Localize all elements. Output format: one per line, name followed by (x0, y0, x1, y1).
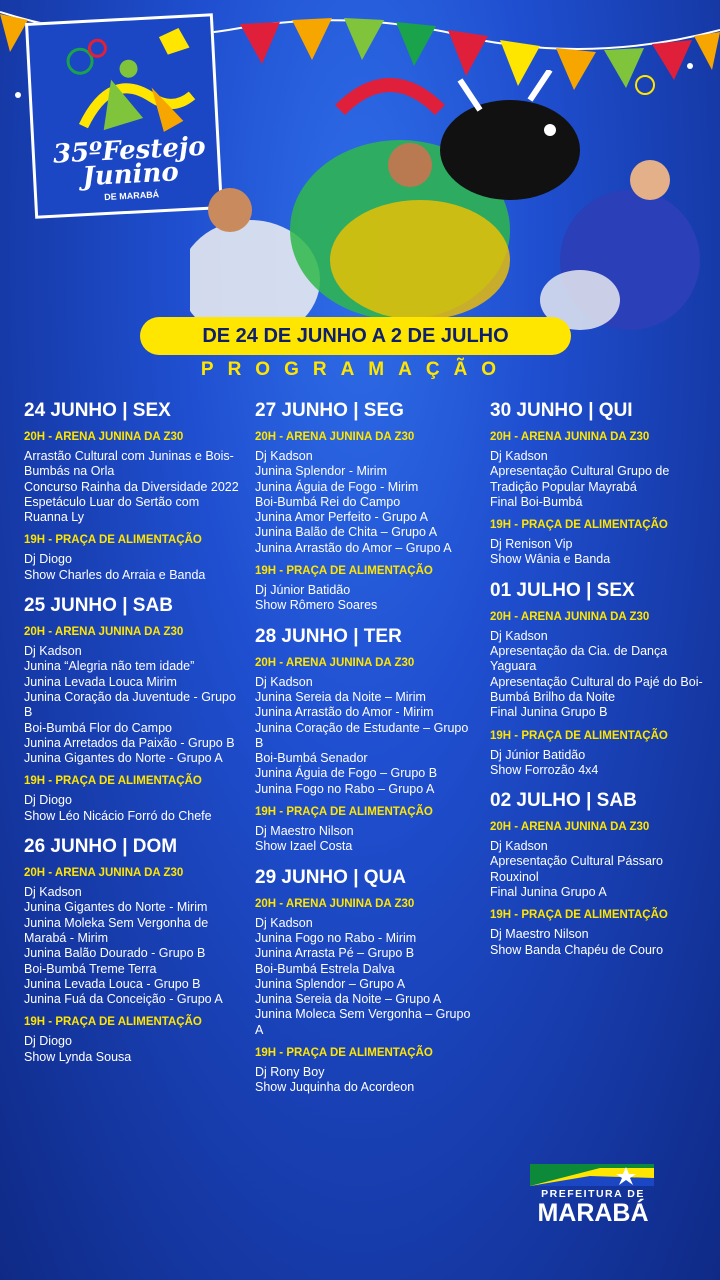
day-title: 30 JUNHO | QUI (490, 400, 633, 421)
event-item: Show Juquinha do Acordeon (255, 1080, 415, 1095)
event-item: Dj Diogo (24, 552, 72, 567)
day-title: 27 JUNHO | SEG (255, 400, 404, 421)
spacer (255, 1038, 480, 1046)
spacer (490, 721, 715, 729)
event-item: Junina Levada Louca Mirim (24, 674, 177, 689)
event-item: Junina Gigantes do Norte - Grupo A (24, 751, 223, 766)
event-item: Dj Diogo (24, 1034, 72, 1049)
event-item: Junina “Alegria não tem idade” (24, 659, 195, 674)
venue-label: 20H - ARENA JUNINA DA Z30 (24, 626, 184, 639)
day-section (490, 790, 715, 958)
event-item: Dj Kadson (490, 628, 548, 643)
event-item: Boi-Bumbá Treme Terra (24, 961, 157, 976)
event-item: Final Junina Grupo A (490, 885, 607, 900)
day-title: 29 JUNHO | QUA (255, 866, 407, 888)
venue-label: 19H - PRAÇA DE ALIMENTAÇÃO (490, 729, 668, 742)
event-item: Show Lynda Sousa (24, 1049, 132, 1064)
day-section (490, 400, 715, 568)
event-item: Junina Balão Dourado - Grupo B (24, 946, 206, 961)
event-item: Junina Sereia da Noite – Mirim (255, 689, 426, 704)
event-item: Show Rômero Soares (255, 598, 378, 613)
day-title: 25 JUNHO | SAB (24, 595, 173, 617)
spacer (255, 797, 480, 805)
event-item: Junina Gigantes do Norte - Mirim (24, 900, 208, 915)
event-item: Junina Splendor – Grupo A (255, 976, 406, 991)
day-section (24, 595, 244, 824)
event-item: Show Forrozão 4x4 (490, 762, 599, 777)
prefeitura-label: PREFEITURA DE (541, 1188, 645, 1200)
day-title: 24 JUNHO | SEX (24, 400, 171, 421)
day-title: 02 JULHO | SAB (490, 790, 637, 812)
day-title: 28 JUNHO | TER (255, 625, 402, 647)
day-section (24, 400, 244, 583)
schedule-column-2 (255, 400, 480, 1108)
venue-label: 20H - ARENA JUNINA DA Z30 (490, 821, 650, 834)
day-section (255, 867, 480, 1096)
event-item: Junina Sereia da Noite – Grupo A (255, 992, 442, 1007)
event-item: Junina Arrastão do Amor – Grupo A (255, 540, 452, 555)
event-item: Boi-Bumbá Senador (255, 751, 368, 766)
venue-label: 20H - ARENA JUNINA DA Z30 (490, 610, 650, 623)
event-item: Junina Coração da Juventude - Grupo B (24, 689, 236, 720)
dancers-photo-icon (190, 70, 720, 330)
brazil-flag-icon (530, 1164, 654, 1186)
event-item: Dj Rony Boy (255, 1065, 325, 1080)
venue-label: 19H - PRAÇA DE ALIMENTAÇÃO (255, 565, 433, 578)
event-item: Dj Kadson (490, 839, 548, 854)
logo-line1: Festejo (101, 131, 207, 168)
venue-label: 19H - PRAÇA DE ALIMENTAÇÃO (255, 806, 433, 819)
event-item: Espetáculo Luar do Sertão com Ruanna Ly (24, 494, 200, 525)
event-item: Final Boi-Bumbá (490, 494, 583, 509)
venue-label: 20H - ARENA JUNINA DA Z30 (255, 431, 415, 443)
spacer (24, 1007, 244, 1015)
event-item: Show Izael Costa (255, 839, 353, 854)
day-section (255, 400, 480, 614)
venue-label: 20H - ARENA JUNINA DA Z30 (24, 431, 184, 443)
event-item: Junina Fogo no Rabo - Mirim (255, 930, 417, 945)
venue-label: 20H - ARENA JUNINA DA Z30 (24, 867, 184, 880)
logo-line2: Junino (81, 157, 180, 193)
event-item: Arrastão Cultural com Juninas e Bois-Bumbás na Orla (24, 449, 234, 479)
event-item: Junina Moleca Sem Vergonha – Grupo A (255, 1007, 471, 1037)
event-item: Dj Renison Vip (490, 537, 573, 552)
day-title: 01 JULHO | SEX (490, 579, 635, 601)
schedule-column-3 (490, 400, 715, 970)
spacer (490, 900, 715, 908)
event-item: Junina Amor Perfeito - Grupo A (255, 510, 429, 525)
prefeitura-logo (528, 1160, 658, 1230)
event-item: Junina Fuá da Conceição - Grupo A (24, 992, 223, 1007)
section-title: PROGRAMAÇÃO (200, 359, 511, 380)
event-item: Concurso Rainha da Diversidade 2022 (24, 479, 239, 494)
venue-label: 19H - PRAÇA DE ALIMENTAÇÃO (490, 519, 668, 532)
venue-label: 19H - PRAÇA DE ALIMENTAÇÃO (24, 1016, 202, 1029)
event-item: Show Léo Nicácio Forró do Chefe (24, 808, 212, 823)
spacer (24, 766, 244, 774)
event-item: Dj Kadson (24, 885, 82, 900)
venue-label: 19H - PRAÇA DE ALIMENTAÇÃO (24, 534, 202, 547)
event-item: Dj Kadson (255, 915, 313, 930)
venue-label: 20H - ARENA JUNINA DA Z30 (255, 656, 415, 669)
event-item: Apresentação Cultural Pássaro Rouxinol (490, 854, 664, 884)
day-section (24, 836, 244, 1065)
venue-label: 19H - PRAÇA DE ALIMENTAÇÃO (490, 909, 668, 922)
event-item: Junina Arretados da Paixão - Grupo B (24, 735, 235, 750)
date-range-banner: DE 24 DE JUNHO A 2 DE JULHO (140, 317, 571, 355)
event-item: Dj Maestro Nilson (255, 824, 354, 839)
event-item: Junina Águia de Fogo - Mirim (255, 479, 419, 494)
event-item: Dj Kadson (255, 674, 313, 689)
event-item: Junina Águia de Fogo – Grupo B (255, 766, 438, 781)
event-item: Junina Levada Louca - Grupo B (24, 976, 201, 991)
logo-subtitle: DE MARABÁ (103, 189, 160, 203)
city-name: MARABÁ (537, 1199, 649, 1227)
event-item: Junina Fogo no Rabo – Grupo A (255, 781, 435, 796)
event-item: Apresentação Cultural Grupo de Tradição Popular Mayrabá (490, 464, 670, 494)
venue-label: 20H - ARENA JUNINA DA Z30 (490, 431, 650, 443)
event-item: Dj Kadson (24, 644, 82, 659)
event-item: Dj Kadson (255, 449, 313, 463)
event-item: Junina Coração de Estudante – Grupo B (255, 720, 469, 750)
event-item: Junina Arrastão do Amor - Mirim (255, 705, 434, 720)
event-item: Show Charles do Arraia e Banda (24, 567, 206, 582)
event-item: Apresentação da Cia. de Dança Yaguara (490, 644, 668, 674)
venue-label: 19H - PRAÇA DE ALIMENTAÇÃO (255, 1047, 433, 1060)
day-section (255, 626, 480, 855)
event-item: Junina Splendor - Mirim (255, 464, 387, 479)
event-item: Boi-Bumbá Flor do Campo (24, 720, 172, 735)
venue-label: 20H - ARENA JUNINA DA Z30 (255, 897, 415, 910)
event-item: Dj Júnior Batidão (490, 747, 586, 762)
spacer (24, 525, 244, 533)
event-item: Final Junina Grupo B (490, 705, 608, 720)
event-item: Junina Arrasta Pé – Grupo B (255, 946, 415, 961)
event-item: Show Banda Chapéu de Couro (490, 942, 664, 957)
spacer (255, 556, 480, 564)
event-item: Dj Diogo (24, 793, 72, 808)
event-item: Dj Maestro Nilson (490, 927, 589, 942)
event-item: Dj Júnior Batidão (255, 583, 351, 598)
event-item: Apresentação Cultural do Pajé do Boi-Bumbá Brilho da Noite (490, 674, 703, 704)
event-item: Dj Kadson (490, 449, 548, 463)
event-item: Junina Moleka Sem Vergonha de Marabá - Mirim (24, 915, 209, 945)
day-section (490, 580, 715, 778)
venue-label: 19H - PRAÇA DE ALIMENTAÇÃO (24, 775, 202, 788)
event-item: Boi-Bumbá Estrela Dalva (255, 961, 395, 976)
spacer (490, 510, 715, 518)
day-title: 26 JUNHO | DOM (24, 836, 178, 858)
header-artwork (0, 0, 720, 330)
logo-number: 35º (52, 137, 103, 170)
event-item: Show Wânia e Banda (490, 552, 611, 567)
event-item: Junina Balão de Chita – Grupo A (255, 525, 438, 540)
event-item: Boi-Bumbá Rei do Campo (255, 494, 401, 509)
logo-title (46, 131, 213, 193)
schedule-column-1 (24, 400, 244, 1077)
